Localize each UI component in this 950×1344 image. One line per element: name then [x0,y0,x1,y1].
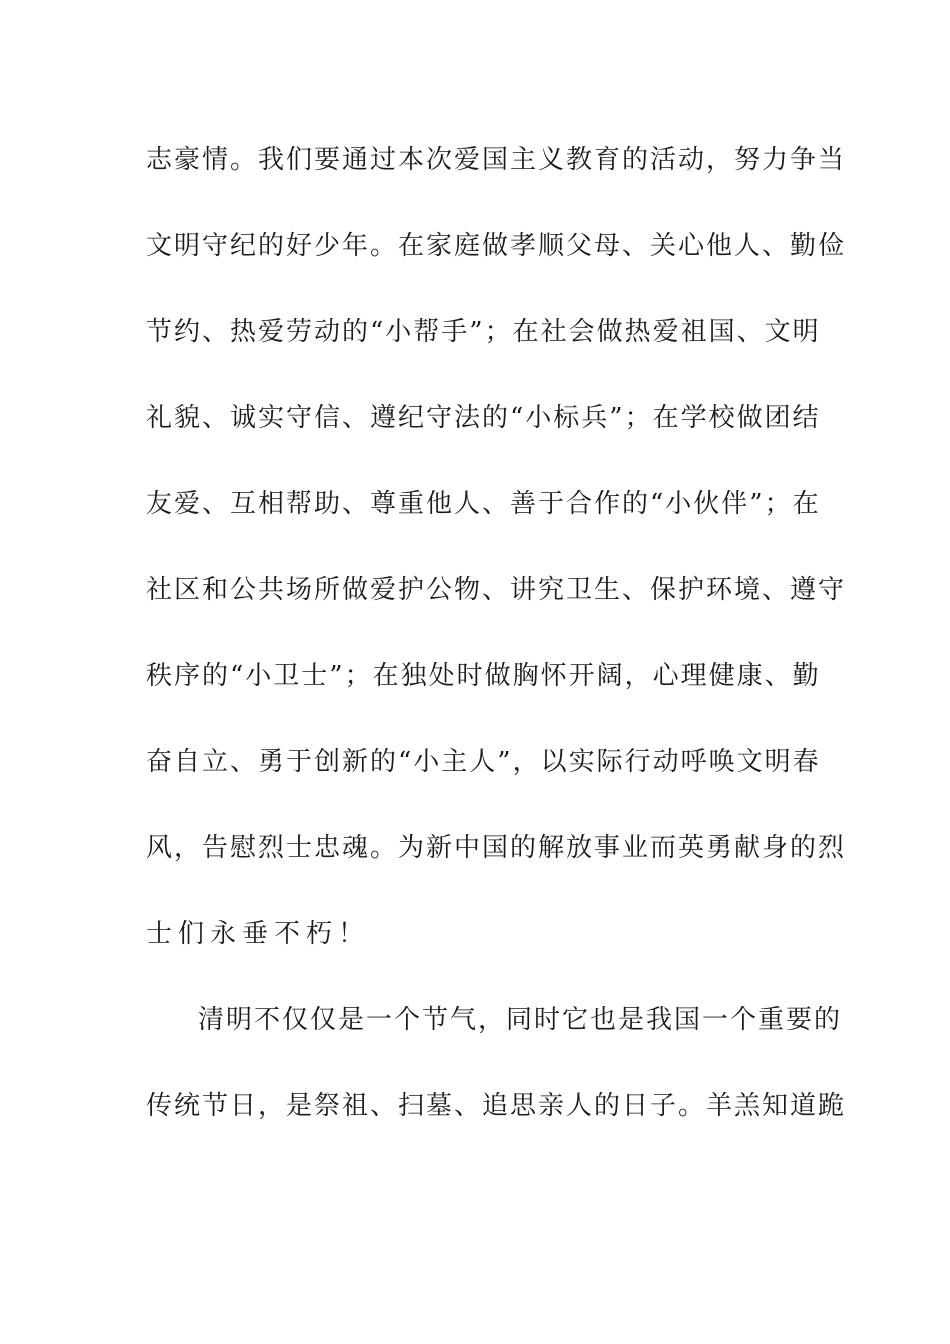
body-text [146,138,847,1170]
paragraph-line: 奋自立、勇于创新的“小主人”，以实际行动呼唤文明春 [146,747,821,777]
paragraph-line: 士们永垂不朽！ [146,919,371,949]
paragraph-line: 清明不仅仅是一个节气，同时它也是我国一个重要的 [198,1005,843,1035]
paragraph-line: 风，告慰烈士忠魂。为新中国的解放事业而英勇献身的烈 [146,833,847,863]
paragraph-line: 友爱、互相帮助、尊重他人、善于合作的“小伙伴”；在 [146,489,821,519]
paragraph-line: 志豪情。我们要通过本次爱国主义教育的活动，努力争当 [146,145,847,175]
paragraph-line: 传统节日，是祭祖、扫墓、追思亲人的日子。羊羔知道跪 [146,1091,847,1121]
paragraph-line: 礼貌、诚实守信、遵纪守法的“小标兵”；在学校做团结 [146,403,821,433]
paragraph-line: 秩序的“小卫士”；在独处时做胸怀开阔，心理健康、勤 [146,661,821,691]
paragraph-line: 社区和公共场所做爱护公物、讲究卫生、保护环境、遵守 [146,575,847,605]
paragraph-line: 节约、热爱劳动的“小帮手”；在社会做热爱祖国、文明 [146,317,821,347]
paragraph-line: 文明守纪的好少年。在家庭做孝顺父母、关心他人、勤俭 [146,231,847,261]
